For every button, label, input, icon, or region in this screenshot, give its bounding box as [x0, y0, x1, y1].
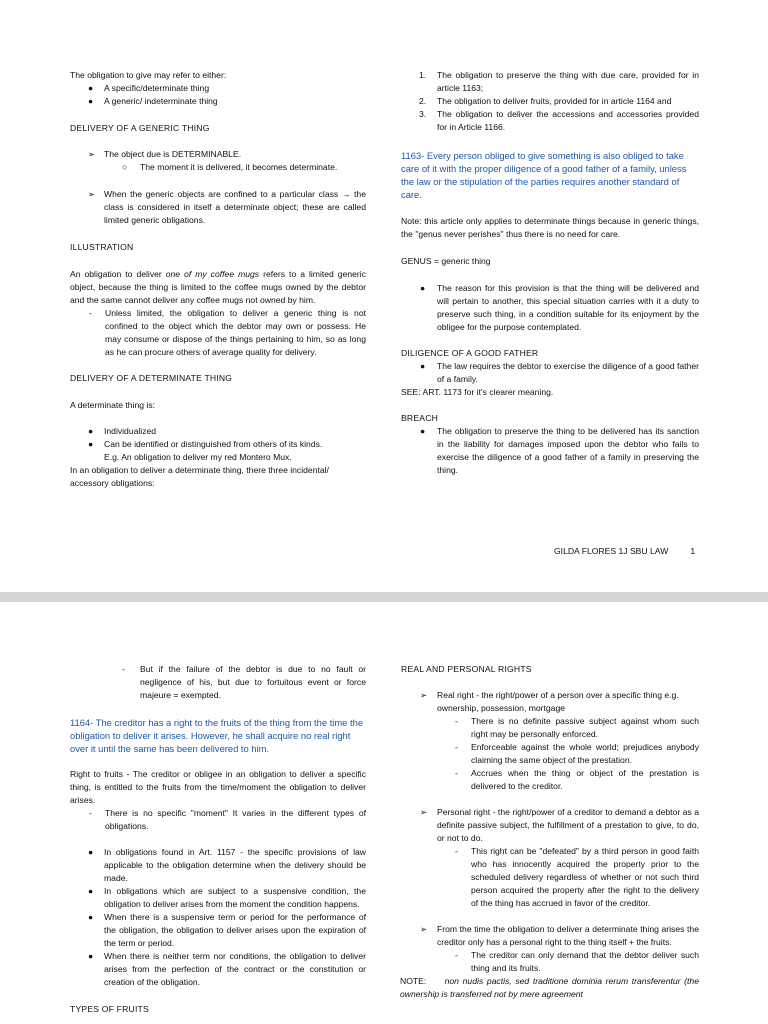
- list-item: ➢ From the time the obligation to deliver a determinate thing arises the creditor only has a personal right to the thing itself + the fruits.: [420, 924, 699, 947]
- list-item: ● A generic/ indeterminate thing: [88, 96, 218, 106]
- article-1164: 1164- The creditor has a right to the fruits of the thing from the time the obligation to deliver it arises. However, he shall acquire no real right over it until the same has been delivered to him.: [70, 717, 364, 754]
- dash-bullet-icon: -: [455, 742, 458, 752]
- page2-right-column: [401, 663, 699, 1001]
- list-item: - There is no definite passive subject against whom such right may be personally enforced.: [455, 716, 699, 739]
- list-item: ● When there is a suspensive term or period for the performance of the obligation, the obligation to deliver arises upon the expiration of the term or period.: [88, 912, 366, 948]
- determinate-example: E.g. An obligation to deliver my red Montero Mux.: [104, 452, 292, 462]
- determinate-closing: In an obligation to deliver a determinate thing, there three incidental/ accessory obligations:: [70, 465, 329, 488]
- page1-right-column: [401, 69, 699, 477]
- circle-bullet-icon: ○: [122, 162, 128, 172]
- list-item: ● The law requires the debtor to exercise the diligence of a good father of a family.: [420, 361, 699, 384]
- list-item: ● When there is neither term nor conditions, the obligation to deliver arises from the perfection of the contract or the constitution or creation of the obligation.: [88, 951, 366, 987]
- genus-definition: GENUS = generic thing: [401, 256, 491, 266]
- intro-text: The obligation to give may refer to either:: [70, 70, 227, 80]
- arrow-bullet-icon: ➢: [420, 924, 428, 934]
- list-item: ● In obligations found in Art. 1157 - the specific provisions of law applicable to the obligation determine when the delivery should be made.: [88, 847, 366, 883]
- numbered-item: 3. The obligation to deliver the accessions and accessories provided for in Article 1166.: [419, 109, 699, 132]
- section-heading-illustration: ILLUSTRATION: [70, 242, 134, 252]
- list-item: ● Individualized: [88, 426, 157, 436]
- footer-author: GILDA FLORES 1J SBU LAW: [554, 546, 669, 556]
- bullet-icon: ●: [420, 361, 426, 371]
- section-heading-generic: DELIVERY OF A GENERIC THING: [70, 123, 210, 133]
- list-item: ● In obligations which are subject to a suspensive condition, the obligation to deliver arises from the moment the condition happens.: [88, 886, 366, 909]
- list-item: ● The obligation to preserve the thing to be delivered has its sanction in the liability for damages imposed upon the debtor who fails to exercise the diligence of a good father of a family in preserving the thing.: [420, 426, 699, 475]
- page-number: 1: [690, 546, 696, 556]
- bullet-icon: ●: [88, 426, 94, 436]
- bullet-icon: ●: [88, 951, 94, 961]
- dash-bullet-icon: -: [455, 950, 458, 960]
- list-item: - This right can be "defeated" by a third person in good faith who has innocently acquired the property prior to the scheduled delivery regardless of whether or not such third person acquired the property after the right to the delivery of the thing has accrued in favor of the creditor.: [455, 846, 699, 908]
- dash-bullet-icon: -: [89, 308, 92, 318]
- bullet-icon: ●: [88, 912, 94, 922]
- bullet-icon: ●: [88, 886, 94, 896]
- document-page-2: [0, 602, 768, 1024]
- numbered-item: 1. The obligation to preserve the thing with due care, provided for in article 1163;: [419, 70, 699, 93]
- section-heading-determinate: DELIVERY OF A DETERMINATE THING: [70, 373, 233, 383]
- list-item: - But if the failure of the debtor is due to no fault or negligence of his, but due to fortuitous event or force majeure = exempted.: [122, 664, 366, 700]
- bullet-icon: ●: [88, 439, 94, 449]
- list-item: ➢ The object due is DETERMINABLE.: [88, 149, 242, 159]
- right-to-fruits: Right to fruits - The creditor or obligee in an obligation to deliver a specific thing, is entitled to the fruits from the time/moment the obligation to deliver arises.: [70, 769, 366, 805]
- dash-bullet-icon: -: [455, 768, 458, 778]
- section-heading-rights: REAL AND PERSONAL RIGHTS: [401, 664, 532, 674]
- section-heading-types-of-fruits: TYPES OF FRUITS: [70, 1004, 149, 1014]
- page1-left-column: [70, 69, 366, 490]
- bullet-icon: ●: [420, 426, 426, 436]
- list-item: ● The reason for this provision is that the thing will be delivered and will pertain to another, this special situation carries with it a duty to preserve such thing, in a condition suitable for its enjoyment by the obligee for the purpose contemplated.: [420, 283, 699, 332]
- list-item: ➢ Personal right - the right/power of a creditor to demand a debtor as a definite passive subject, the fulfillment of a prestation to give, to do, or not to do.: [420, 807, 699, 843]
- list-item: - The creditor can only demand that the debtor deliver such thing and its fruits.: [455, 950, 699, 973]
- list-item: - Enforceable against the whole world; prejudices anybody claiming the same object of the prestation.: [455, 742, 699, 765]
- see-reference: SEE: ART. 1173 for it's clearer meaning.: [401, 387, 554, 397]
- illustration-paragraph: An obligation to deliver one of my coffee mugs refers to a limited generic object, because the thing is limited to the coffee mugs owned by the debtor and the same cannot deliver any coffee mugs not owned by him.: [70, 269, 366, 305]
- bullet-icon: ●: [420, 283, 426, 293]
- article-1163: 1163- Every person obliged to give something is also obliged to take care of it with the proper diligence of a good father of a family, unless the law or the stipulation of the parties requires another standard of care.: [401, 150, 687, 200]
- section-heading-breach: BREACH: [401, 413, 439, 423]
- arrow-bullet-icon: ➢: [420, 807, 428, 817]
- list-item: ● Can be identified or distinguished from others of its kinds.: [88, 439, 323, 449]
- list-item: - Accrues when the thing or object of the prestation is delivered to the creditor.: [455, 768, 699, 791]
- dash-bullet-icon: -: [89, 808, 92, 818]
- list-item: ○ The moment it is delivered, it becomes determinate.: [122, 162, 338, 172]
- page2-left-column: [70, 663, 366, 1016]
- list-item: - There is no specific "moment" It varies in the different types of obligations.: [89, 808, 366, 831]
- bullet-icon: ●: [88, 847, 94, 857]
- bullet-icon: ●: [88, 83, 94, 93]
- dash-bullet-icon: -: [122, 664, 125, 674]
- numbered-item: 2. The obligation to deliver fruits, provided for in article 1164 and: [419, 96, 672, 106]
- dash-bullet-icon: -: [455, 846, 458, 856]
- note-paragraph: Note: this article only applies to determinate things because in generic things, the "genus never perishes" thus there is no need for care.: [401, 216, 699, 239]
- determinate-intro: A determinate thing is:: [70, 400, 156, 410]
- latin-note: NOTE: non nudis pactis, sed traditione dominia rerum transferentur (the ownership is transferred not by mere agreement: [400, 976, 699, 999]
- page-footer: [554, 546, 695, 556]
- arrow-bullet-icon: ➢: [88, 149, 96, 159]
- arrow-bullet-icon: ➢: [420, 690, 428, 700]
- bullet-icon: ●: [88, 96, 94, 106]
- section-heading-diligence: DILIGENCE OF A GOOD FATHER: [401, 348, 539, 358]
- list-item: ➢ Real right - the right/power of a person over a specific thing e.g. ownership, possession, mortgage: [420, 690, 679, 713]
- dash-bullet-icon: -: [455, 716, 458, 726]
- list-item: ➢ When the generic objects are confined to a particular class → the class is considered in itself a determinate object; these are called limited generic obligations.: [88, 189, 366, 225]
- arrow-bullet-icon: ➢: [88, 189, 96, 199]
- list-item: ● A specific/determinate thing: [88, 83, 210, 93]
- list-item: - Unless limited, the obligation to deliver a generic thing is not confined to the object which the debtor may own or possess. He may consume or dispose of the things pertaining to him, so as long as he can procure others of average quality for delivery.: [89, 308, 366, 357]
